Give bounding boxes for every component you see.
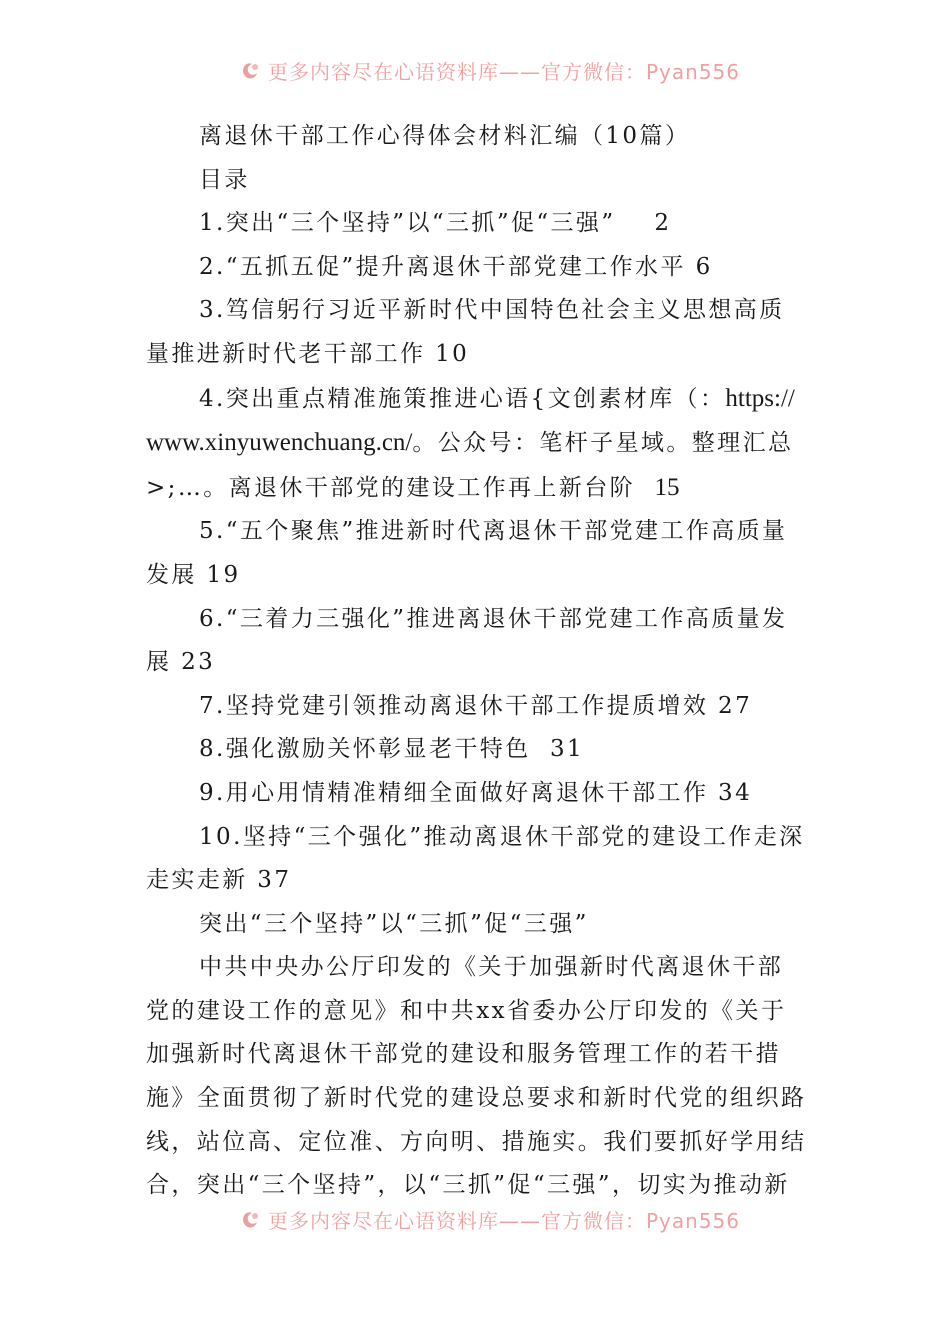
- toc-item-2: 2.“五抓五促”提升离退休干部党建工作水平 6: [199, 253, 713, 280]
- toc-item-8: 8.强化激励关怀彰显老干特色 31: [199, 736, 585, 763]
- toc-item-6: 6.“三着力三强化”推进离退休干部党建工作高质量发展 23: [146, 605, 788, 676]
- toc-item-5: 5.“五个聚焦”推进新时代离退休干部党建工作高质量发展 19: [146, 518, 788, 588]
- toc-item-1: 1.突出“三个坚持”以“三抓”促“三强” 2: [199, 210, 672, 237]
- toc-item-3: 3.笃信躬行习近平新时代中国特色社会主义思想高质量推进新时代老干部工作 10: [146, 297, 785, 367]
- toc-item-7: 7.坚持党建引领推动离退休干部工作提质增效 27: [199, 692, 753, 719]
- brand-logo-icon: [240, 1208, 262, 1230]
- toc-item-4: [146, 377, 808, 511]
- watermark-header: [240, 55, 740, 85]
- toc-item-4-url: https://www.xinyuwenchuang.cn/: [146, 384, 795, 457]
- document-body: [146, 115, 808, 1208]
- toc-item-4-part-a: 4.突出重点精准施策推进: [199, 385, 480, 412]
- toc-item-4-part-b: 心语{文创素材库（：: [479, 385, 726, 412]
- toc-item-4-part-c: 。公众号：笔杆子星域。整理汇总: [412, 430, 794, 457]
- toc-item-10: 10.坚持“三个强化”推动离退休干部党的建设工作走深走实走新 37: [146, 823, 805, 894]
- watermark-text: 更多内容尽在心语资料库——官方微信：Pyan556: [268, 59, 740, 84]
- watermark-text: 更多内容尽在心语资料库——官方微信：Pyan556: [268, 1208, 740, 1233]
- toc-item-9: 9.用心用情精准精细全面做好离退休干部工作 34: [199, 779, 753, 806]
- toc-item-4-page: 15: [654, 473, 680, 501]
- document-title: 离退休干部工作心得体会材料汇编（10篇）: [199, 123, 691, 149]
- toc-item-4-part-d: >;…。离退休干部党的建设工作再上新台阶: [146, 474, 655, 501]
- toc-heading: 目录: [199, 166, 250, 193]
- brand-logo-icon: [240, 59, 262, 81]
- watermark-footer: [240, 1204, 740, 1234]
- section-title: 突出“三个坚持”以“三抓”促“三强”: [199, 910, 589, 937]
- body-paragraph: 中共中央办公厅印发的《关于加强新时代离退休干部党的建设工作的意见》和中共xx省委办公厅印发的《关于加强新时代离退休干部党的建设和服务管理工作的若干措施》全面贯彻了新时代党的建设总要求和新时代党的组织路线，站位高、定位准、方向明、措施实。我们要抓好学用结合，突出“三个坚持”，以“三抓”促“三强”，切实为推动新: [146, 954, 807, 1199]
